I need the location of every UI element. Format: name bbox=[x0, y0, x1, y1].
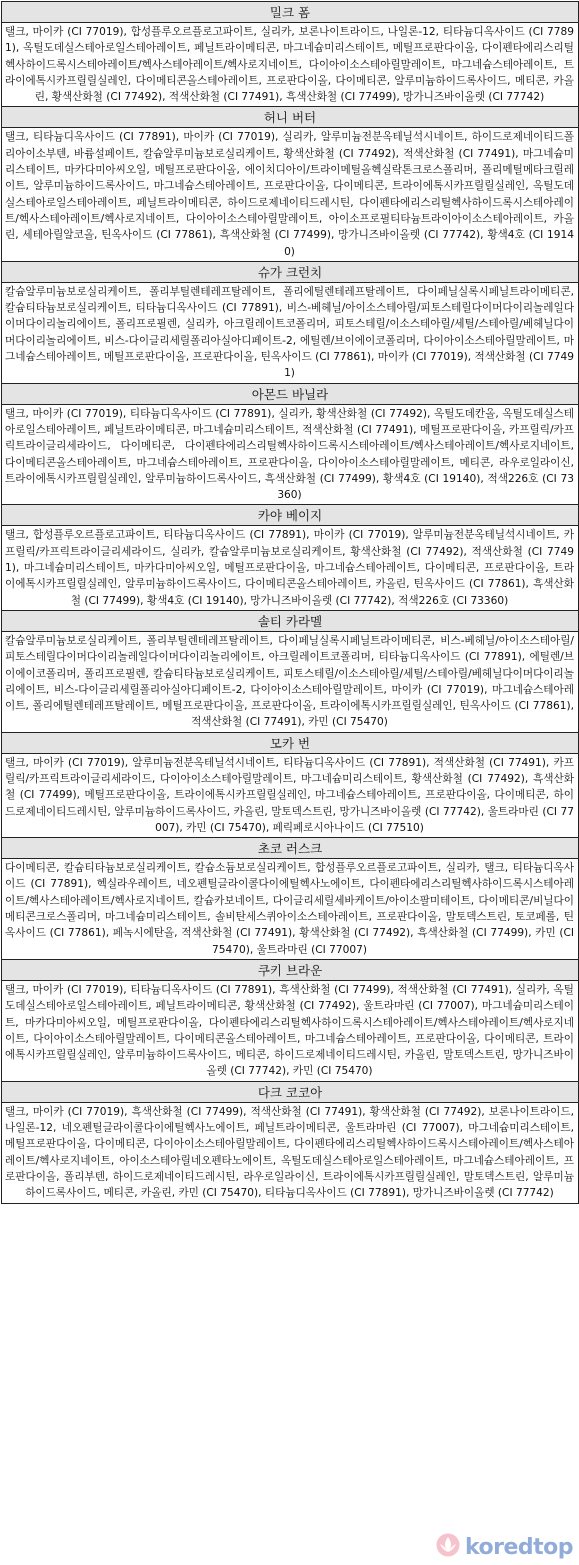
watermark-text: koredtop bbox=[464, 1534, 573, 1560]
section-title: 허니 버터 bbox=[2, 107, 578, 128]
section-title: 쿠키 브라운 bbox=[2, 960, 578, 981]
ingredient-list: 탤크, 마이카 (CI 77019), 티타늄디옥사이드 (CI 77891), 실리카, 황색산화철 (CI 77492), 옥틸도데칸올, 옥틸도데실스테아로일스테아레이트, 페닐트라이메티콘, 마그네슘미리스테이트, 적색산화철 (CI 77491), 메틸프로판다이올, 카프릴릭/카프릭트라이글리세라이드, 다이메티콘, 다이펜타에리스리틸헥사하이드록시스테아레이트/헥사스테아레이트/헥사로지네이트, 다이메티콘올스테아레이트, 마그네슘스테아레이트, 프로판다이올, 다이아이소스테아릴말레이트, 메티콘, 라우로일라이신, 트라이에톡시카프릴릴실레인, 알루미늄하이드록사이드, 흑색산화철 (CI 77499), 황색4호 (CI 19140), 적색226호 (CI 73360) bbox=[5, 407, 574, 502]
section-cookie-brown bbox=[2, 960, 578, 1082]
section-honey-butter bbox=[2, 107, 578, 261]
section-salty-caramel bbox=[2, 611, 578, 733]
ingredient-list: 칼슘알루미늄보로실리케이트, 폴리부틸렌테레프탈레이트, 폴리에틸렌테레프탈레이트, 다이페닐실록시페닐트라이메티콘, 칼슘티타늄보로실리케이트, 티타늄디옥사이드 (CI 77891), 비스-베헤닐/아이소스테아릴/피토스테릴다이머다이리놀레일다이머다이리놀리에이트, 폴리프로필렌, 실리카, 아크릴레이트코폴리머, 피토스테릴/이소스테아릴/세틸/스테아릴/베헤닐다이머다이리놀리에이트, 비스-다이글리세릴폴리아실아디페이트-2, 에틸렌/브이에이코폴리머, 다이아이소스테아릴말레이트, 마그네슘스테아레이트, 메틸프로판다이올, 프로판다이올, 틴옥사이드 (CI 77861), 마이카 (CI 77019), 적색산화철 (CI 77491) bbox=[5, 285, 574, 380]
ingredient-list: 탤크, 합성플루오르플로고파이트, 티타늄디옥사이드 (CI 77891), 마이카 (CI 77019), 알루미늄전분옥테닐석시네이트, 카프릴릭/카프릭트라이글리세라이드, 실리카, 칼슘알루미늄보로실리케이트, 황색산화철 (CI 77492), 적색산화철 (CI 77491), 마그네슘미리스테이트, 마카다미아씨오일, 메틸프로판다이올, 마그네슘스테아레이트, 다이메티콘, 프로판다이올, 트라이에톡시카프릴릴실레인, 알루미늄하이드록사이드, 다이메티콘올스테아레이트, 카올린, 틴옥사이드 (CI 77861), 흑색산화철 (CI 77499), 황색4호 (CI 19140), 망가니즈바이올렛 (CI 77742), 적색226호 (CI 73360) bbox=[5, 529, 574, 607]
section-title: 슈가 크런치 bbox=[2, 262, 578, 283]
section-mocha-bun bbox=[2, 733, 578, 838]
section-sugar-crunch bbox=[2, 262, 578, 384]
section-choco-rusk bbox=[2, 838, 578, 960]
watermark bbox=[435, 1533, 573, 1561]
ingredient-list: 칼슘알루미늄보로실리케이트, 폴리부틸렌테레프탈레이트, 다이페닐실록시페닐트라이메티콘, 비스-베헤닐/아이소스테아릴/피토스테릴다이머다이리놀레일다이머다이리놀리에이트, 아크릴레이트코폴리머, 티타늄디옥사이드 (CI 77891), 에틸렌/브이에이코폴리머, 폴리프로필렌, 칼슘티타늄보로실리케이트, 피토스테릴/이소스테아릴/세틸/스테아릴/베헤닐다이머다이리놀리에이트, 비스-다이글리세릴폴리아실아디페이트-2, 다이아이소스테아릴말레이트, 마이카 (CI 77019), 마그네슘스테아레이트, 폴리에틸렌테레프탈레이트, 메틸프로판다이올, 프로판다이올, 트라이에톡시카프릴릴실레인, 틴옥사이드 (CI 77861), 적색산화철 (CI 77491), 카민 (CI 75470) bbox=[5, 634, 574, 729]
ingredient-list: 탤크, 마이카 (CI 77019), 알루미늄전분옥테닐석시네이트, 티타늄디옥사이드 (CI 77891), 적색산화철 (CI 77491), 카프릴릭/카프릭트라이글리세라이드, 다이아이소스테아릴말레이트, 마그네슘미리스테이트, 황색산화철 (CI 77492), 흑색산화철 (CI 77499), 메틸프로판다이올, 트라이에톡시카프릴릴실레인, 마그네슘스테아레이트, 프로판다이올, 다이메티콘, 하이드로제네이티드레시틴, 알루미늄하이드록사이드, 카올린, 말토덱스트린, 망가니즈바이올렛 (CI 77742), 울트라마린 (CI 77007), 카민 (CI 75470), 페릭페로시아나이드 (CI 77510) bbox=[5, 756, 574, 834]
ingredient-list: 탤크, 마이카 (CI 77019), 흑색산화철 (CI 77499), 적색산화철 (CI 77491), 황색산화철 (CI 77492), 보론나이트라이드, 나일론-12, 네오펜틸글라이콜다이에틸헥사노에이트, 페닐트라이메티콘, 울트라마린 (CI 77007), 마그네슘미리스테이트, 메틸프로판다이올, 다이메티콘, 다이아이소스테아릴말레이트, 다이펜타에리스리틸헥사하이드록시스테아레이트/헥사스테아레이트/헥사로지네이트, 아이소스테아릴네오펜타노에이트, 옥틸도데실스테아로일스테아레이트, 마그네슘스테아레이트, 프로판다이올, 폴리부텐, 하이드로제네이티드레시틴, 라우로일라이신, 트라이에톡시카프릴릴실레인, 말토덱스트린, 알루미늄하이드록사이드, 메티콘, 카올린, 카민 (CI 75470), 티타늄디옥사이드 (CI 77891), 망가니즈바이올렛 (CI 77742) bbox=[5, 1105, 574, 1200]
section-almond-vanilla bbox=[2, 384, 578, 506]
section-title: 아몬드 바닐라 bbox=[2, 384, 578, 405]
section-title: 카야 베이지 bbox=[2, 505, 578, 526]
ingredient-list: 탤크, 티타늄디옥사이드 (CI 77891), 마이카 (CI 77019), 실리카, 알루미늄전분옥테닐석시네이트, 하이드로제네이티드폴리아이소부텐, 바륨설페이트, 칼슘알루미늄보로실리케이트, 황색산화철 (CI 77492), 적색산화철 (CI 77491), 마그네슘미리스테이트, 마카다미아씨오일, 메틸프로판다이올, 에이치디아이/트라이메틸올헥실락톤크로스폴리머, 폴리메틸메타크릴레이트, 알루미늄하이드록사이드, 마그네슘스테아레이트, 프로판다이올, 다이메티콘, 트라이에톡시카프릴릴실레인, 옥틸도데실스테아로일스테아레이트, 페닐트라이메티콘, 하이드로제네이티드레시틴, 다이펜타에리스리틸헥사하이드록시스테아레이트/헥사스테아레이트/헥사로지네이트, 다이아이소스테아릴말레이트, 아이소프로필티타늄트라이아이소스테아레이트, 카올린, 세테아릴알코올, 틴옥사이드 (CI 77861), 흑색산화철 (CI 77499), 망가니즈바이올렛 (CI 77742), 황색4호 (CI 19140) bbox=[5, 131, 574, 258]
section-title: 초코 러스크 bbox=[2, 838, 578, 859]
ingredient-table bbox=[1, 1, 579, 1204]
section-title: 모카 번 bbox=[2, 733, 578, 754]
lotus-logo-icon bbox=[435, 1533, 461, 1561]
section-title: 솔티 카라멜 bbox=[2, 611, 578, 632]
ingredient-list: 탤크, 마이카 (CI 77019), 합성플루오르플로고파이트, 실리카, 보론나이트라이드, 나일론-12, 티타늄디옥사이드 (CI 77891), 옥틸도데실스테아로일스테아레이트, 페닐트라이메티콘, 마그네슘미리스테이트, 메틸프로판다이올, 다이펜타에리스리틸헥사하이드록시스테아레이트/헥사스테아레이트/헥사로지네이트, 다이아이소스테아릴말레이트, 마그네슘스테아레이트, 트라이에톡시카프릴릴실레인, 다이메티콘올스테아레이트, 프로판다이올, 다이메티콘, 알루미늄하이드록사이드, 메티콘, 카올린, 황색산화철 (CI 77492), 적색산화철 (CI 77491), 흑색산화철 (CI 77499), 망가니즈바이올렛 (CI 77742) bbox=[5, 26, 574, 104]
section-kaya-beige bbox=[2, 505, 578, 610]
section-dark-cocoa bbox=[2, 1082, 578, 1204]
section-title: 다크 코코아 bbox=[2, 1082, 578, 1103]
section-milk-foam bbox=[2, 2, 578, 107]
ingredient-list: 탤크, 마이카 (CI 77019), 티타늄디옥사이드 (CI 77891), 흑색산화철 (CI 77499), 적색산화철 (CI 77491), 실리카, 옥틸도데실스테아로일스테아레이트, 페닐트라이메티콘, 황색산화철 (CI 77492), 울트라마린 (CI 77007), 마그네슘미리스테이트, 마카다미아씨오일, 메틸프로판다이올, 다이펜타에리스리틸헥사하이드록시스테아레이트/헥사스테아레이트/헥사로지네이트, 다이아이소스테아릴말레이트, 다이메티콘올스테아레이트, 마그네슘스테아레이트, 프로판다이올, 다이메티콘, 트라이에톡시카프릴릴실레인, 알루미늄하이드록사이드, 메티콘, 하이드로제네이티드레시틴, 카올린, 말토덱스트린, 망가니즈바이올렛 (CI 77742), 카민 (CI 75470) bbox=[5, 983, 574, 1078]
ingredient-list: 다이메티콘, 칼슘티타늄보로실리케이트, 칼슘소듐보로실리케이트, 합성플루오르플로고파이트, 실리카, 탤크, 티타늄디옥사이드 (CI 77891), 헥실라우레이트, 네오펜틸글라이콜다이에틸헥사노에이트, 다이펜타에리스리틸헥사하이드록시스테아레이트/헥사스테아레이트/헥사로지네이트, 칼슘카보네이트, 다이글리세릴세바케이트/아이소팔미테이트, 다이메티콘/비닐다이메티콘크로스폴리머, 마그네슘미리스테이트, 솔비탄세스퀴아이소스테아레이트, 프로판다이올, 말토덱스트린, 토코페롤, 틴옥사이드 (CI 77861), 페녹시에탄올, 적색산화철 (CI 77491), 황색산화철 (CI 77492), 흑색산화철 (CI 77499), 카민 (CI 75470), 울트라마린 (CI 77007) bbox=[5, 862, 574, 956]
section-title: 밀크 폼 bbox=[2, 2, 578, 23]
